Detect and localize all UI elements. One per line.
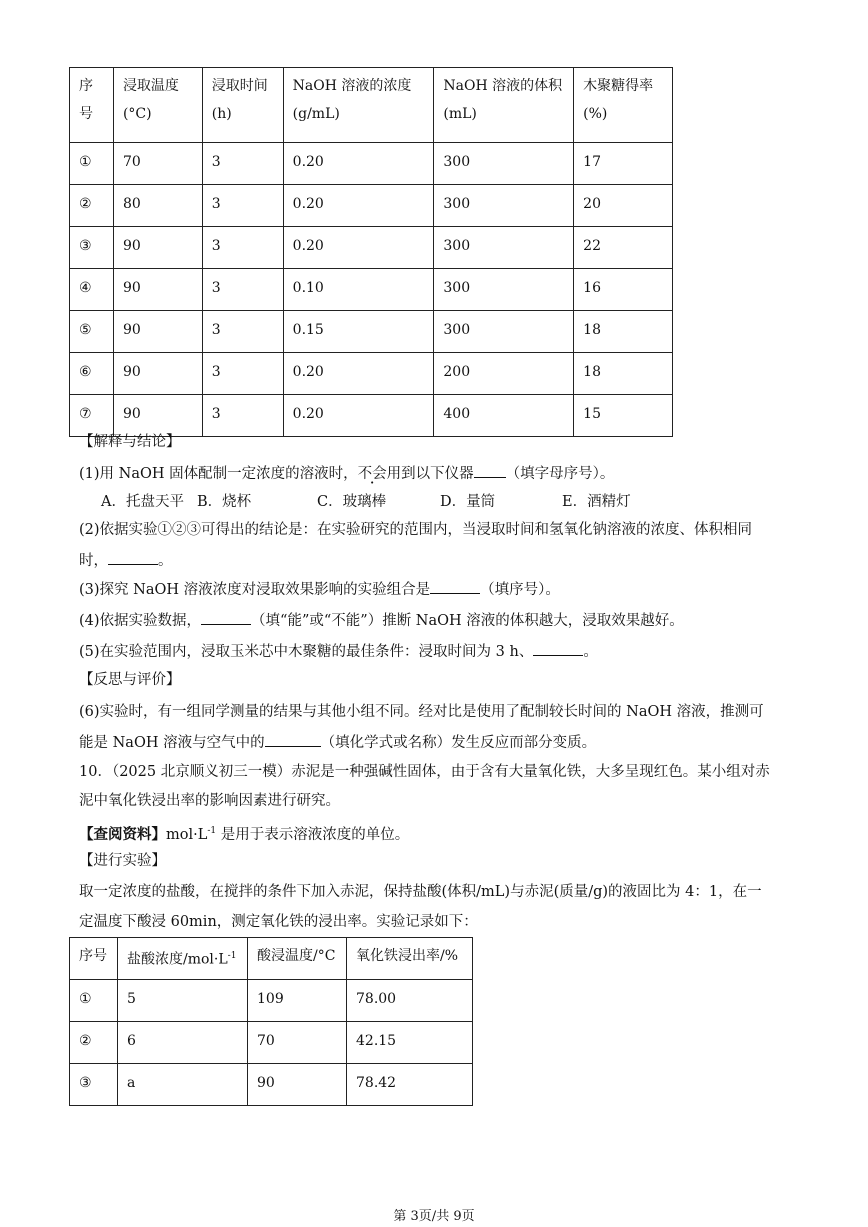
question-2: (2)依据实验①②③可得出的结论是：在实验研究的范围内，当浸取时间和氢氧化钠溶液的浓度、体积相同 (79, 522, 753, 538)
table-cell: 16 (574, 269, 673, 311)
header-cell: NaOH 溶液的体积 (mL) (434, 68, 574, 143)
header-cell: 酸浸温度/°C (248, 938, 347, 980)
table-cell: 80 (113, 185, 202, 227)
table-cell: 70 (113, 143, 202, 185)
table-cell: ① (70, 143, 114, 185)
table-cell: 15 (574, 395, 673, 437)
table-row (70, 269, 673, 311)
table-cell: ③ (70, 1064, 118, 1106)
answer-blank[interactable] (430, 578, 480, 594)
table-row (70, 311, 673, 353)
table-cell: 18 (574, 353, 673, 395)
table-cell: ② (70, 185, 114, 227)
option-b: B．烧杯 (197, 494, 252, 510)
table-cell: 90 (248, 1064, 347, 1106)
header-cell: 序 号 (70, 68, 114, 143)
table-cell: 3 (202, 269, 283, 311)
table-row (70, 980, 473, 1022)
question-4: (4)依据实验数据， （填“能”或“不能”）推断 NaOH 溶液的体积越大，浸取效果越好。 (79, 609, 808, 632)
table-cell: 3 (202, 185, 283, 227)
header-cell: 浸取温度 (°C) (113, 68, 202, 143)
table-row (70, 1022, 473, 1064)
header-cell: 盐酸浓度$/mol\cdot L^{-1}$ (118, 938, 248, 980)
answer-blank[interactable] (474, 462, 506, 478)
header-cell: NaOH 溶液的浓度 (g/mL) (283, 68, 434, 143)
table-header-row (70, 938, 473, 980)
section-heading-reflect: 【反思与评价】 (79, 672, 181, 688)
table-cell: 0.10 (283, 269, 434, 311)
table-cell: 300 (434, 185, 574, 227)
table-cell: 300 (434, 311, 574, 353)
table-cell: 3 (202, 395, 283, 437)
question-5: (5)在实验范围内，浸取玉米芯中木聚糖的最佳条件：浸取时间为 3 h、 。 (79, 640, 808, 663)
page-footer: 第 3页/共 9页 (393, 1209, 475, 1224)
table-cell: 3 (202, 311, 283, 353)
header-cell: 木聚糖得率 (%) (574, 68, 673, 143)
table-cell: 200 (434, 353, 574, 395)
header-cell: 氧化铁浸出率/% (347, 938, 473, 980)
table-cell: 3 (202, 227, 283, 269)
answer-blank[interactable] (265, 731, 321, 747)
table-cell: ⑥ (70, 353, 114, 395)
table-cell: a (118, 1064, 248, 1106)
section-heading-explain: 【解释与结论】 (79, 434, 181, 450)
table-cell: 0.20 (283, 227, 434, 269)
procedure-text: 取一定浓度的盐酸，在搅拌的条件下加入赤泥，保持盐酸(体积/mL)与赤泥(质量/g)的液固比为 4：1，在一 (79, 884, 762, 900)
table-cell: ② (70, 1022, 118, 1064)
table-cell: ④ (70, 269, 114, 311)
answer-blank[interactable] (533, 640, 583, 656)
table-cell: 42.15 (347, 1022, 473, 1064)
table-cell: 300 (434, 143, 574, 185)
table-row (70, 185, 673, 227)
table-cell: 22 (574, 227, 673, 269)
table-cell: ⑤ (70, 311, 114, 353)
table-cell: 6 (118, 1022, 248, 1064)
procedure-text-cont: 定温度下酸浸 60min，测定氧化铁的浸出率。实验记录如下： (79, 914, 478, 930)
table-row (70, 1064, 473, 1106)
table-cell: 20 (574, 185, 673, 227)
table-cell: 3 (202, 353, 283, 395)
table-cell: 109 (248, 980, 347, 1022)
table-cell: 17 (574, 143, 673, 185)
header-cell: 序号 (70, 938, 118, 980)
table-cell: 78.00 (347, 980, 473, 1022)
table-row (70, 143, 673, 185)
table-cell: 90 (113, 311, 202, 353)
table-row (70, 353, 673, 395)
table-cell: 0.20 (283, 353, 434, 395)
experiment-table-2 (69, 937, 473, 1106)
option-c: C．玻璃棒 (317, 494, 387, 510)
table-header-row (70, 68, 673, 143)
table-cell: 5 (118, 980, 248, 1022)
question-1: (1)用 NaOH 固体配制一定浓度的溶液时，不会用到以下仪器 （填字母序号）。 (79, 462, 808, 485)
reference-note: 【查阅资料】$mol\cdot L^{-1}$ 是用于表示溶液浓度的单位。 (79, 825, 410, 843)
option-d: D．量筒 (440, 494, 496, 510)
question-2-cont: 时， 。 (79, 549, 808, 572)
question-3: (3)探究 NaOH 溶液浓度对浸取效果影响的实验组合是 （填序号）。 (79, 578, 808, 601)
header-cell: 浸取时间 (h) (202, 68, 283, 143)
table-cell: 70 (248, 1022, 347, 1064)
answer-blank[interactable] (201, 609, 251, 625)
option-a: A．托盘天平 (101, 494, 184, 510)
table-cell: 90 (113, 353, 202, 395)
table-cell: 90 (113, 227, 202, 269)
table-cell: ① (70, 980, 118, 1022)
table-cell: 0.20 (283, 143, 434, 185)
table-cell: 78.42 (347, 1064, 473, 1106)
table-cell: 300 (434, 269, 574, 311)
table-cell: 0.20 (283, 185, 434, 227)
table-cell: 3 (202, 143, 283, 185)
table-cell: 400 (434, 395, 574, 437)
option-e: E．酒精灯 (562, 494, 631, 510)
table-cell: 0.20 (283, 395, 434, 437)
question-10-cont: 泥中氧化铁浸出率的影响因素进行研究。 (79, 793, 340, 809)
table-cell: ③ (70, 227, 114, 269)
table-cell: 300 (434, 227, 574, 269)
table-cell: 0.15 (283, 311, 434, 353)
answer-blank[interactable] (108, 549, 158, 565)
experiment-table-1 (69, 67, 673, 437)
section-heading-experiment: 【进行实验】 (79, 853, 166, 869)
emphasis-text: 不会 (357, 466, 387, 482)
question-10: 10．（2025 北京顺义初三一模）赤泥是一种强碱性固体，由于含有大量氧化铁，大多呈现红色。某小组对赤 (79, 764, 770, 780)
table-cell: 18 (574, 311, 673, 353)
question-6-cont: 能是 NaOH 溶液与空气中的 （填化学式或名称）发生反应而部分变质。 (79, 731, 808, 754)
table-cell: 90 (113, 269, 202, 311)
table-cell: 90 (113, 395, 202, 437)
table-row (70, 227, 673, 269)
table-cell: ⑦ (70, 395, 114, 437)
question-6: (6)实验时，有一组同学测量的结果与其他小组不同。经对比是使用了配制较长时间的 NaOH 溶液，推测可 (79, 704, 764, 720)
